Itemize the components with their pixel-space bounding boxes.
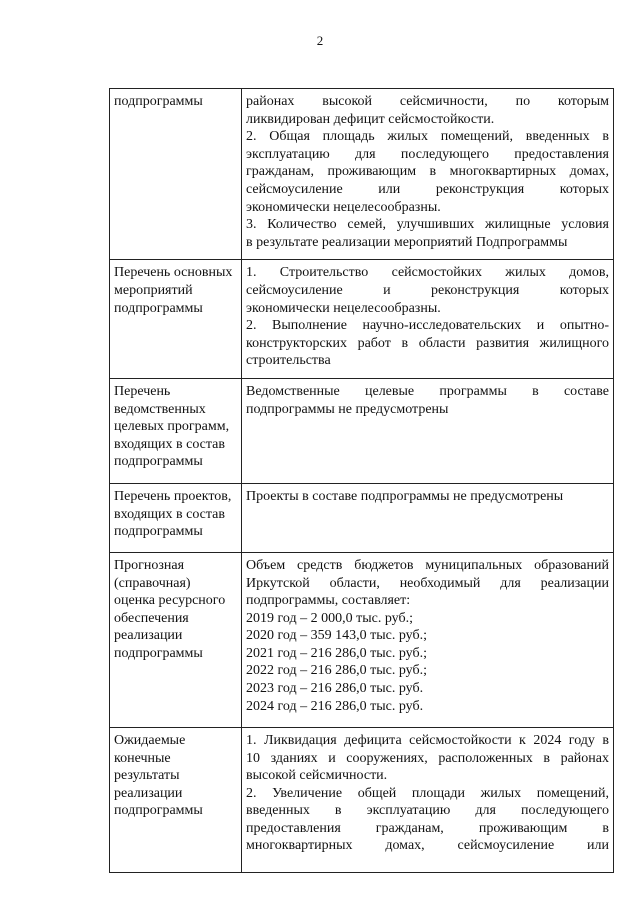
content-line: экономически нецелесообразны. bbox=[246, 199, 441, 215]
table-row bbox=[110, 483, 614, 552]
row-label bbox=[110, 260, 242, 379]
row-label bbox=[110, 483, 242, 552]
label-line: входящих в состав bbox=[114, 436, 226, 452]
content-line: в результате реализации мероприятий Подпрограммы bbox=[246, 234, 568, 250]
content-line: 2022 год – 216 286,0 тыс. руб.; bbox=[246, 663, 427, 679]
content-line: 2. Увеличение общей площади жилых помещений, bbox=[246, 785, 609, 801]
row-content bbox=[242, 483, 614, 552]
row-label bbox=[110, 89, 242, 260]
row-label bbox=[110, 727, 242, 872]
row-content bbox=[242, 727, 614, 872]
content-line: 2023 год – 216 286,0 тыс. руб. bbox=[246, 681, 424, 697]
content-line: Проекты в составе подпрограммы не предусмотрены bbox=[246, 488, 564, 504]
table-row bbox=[110, 89, 614, 260]
label-line: Прогнозная bbox=[114, 557, 185, 573]
label-line: подпрограммы bbox=[114, 300, 203, 316]
label-line: результаты bbox=[114, 768, 180, 784]
content-line: районах высокой сейсмичности, по которым bbox=[246, 94, 609, 109]
content-line: гражданам, проживающим в многоквартирных домах, bbox=[246, 164, 609, 180]
content-line: 2019 год – 2 000,0 тыс. руб.; bbox=[246, 610, 413, 626]
content-line: конструкторских работ в области развития жилищного bbox=[246, 335, 609, 351]
content-line: многоквартирных домах, сейсмоусиление или bbox=[246, 838, 609, 854]
content-line: подпрограммы, составляет: bbox=[246, 593, 411, 609]
table-row bbox=[110, 378, 614, 483]
label-line: Перечень bbox=[114, 383, 171, 399]
page-number: 2 bbox=[316, 33, 324, 48]
content-line: сейсмоусиление или реконструкция которых bbox=[246, 181, 609, 197]
label-line: реализации bbox=[114, 628, 183, 644]
content-line: Ведомственные целевые программы в составе bbox=[246, 383, 609, 399]
content-line: эксплуатацию для последующего предоставления bbox=[246, 146, 609, 162]
row-label bbox=[110, 378, 242, 483]
content-line: 10 зданиях и сооружениях, расположенных в районах bbox=[246, 750, 609, 766]
table-row bbox=[110, 552, 614, 727]
content-line: 2. Общая площадь жилых помещений, введенных в bbox=[246, 129, 609, 145]
content-line: предоставления гражданам, проживающим в bbox=[246, 820, 609, 836]
label-line: обеспечения bbox=[114, 610, 189, 626]
content-line: 1. Строительство сейсмостойких жилых домов, bbox=[246, 265, 609, 281]
label-line: Перечень основных bbox=[114, 265, 233, 281]
row-content bbox=[242, 89, 614, 260]
content-line: сейсмоусиление и реконструкция которых bbox=[246, 282, 609, 298]
content-line: подпрограммы не предусмотрены bbox=[246, 401, 449, 417]
label-line: целевых программ, bbox=[114, 419, 230, 435]
label-line: подпрограммы bbox=[114, 454, 203, 470]
table-body bbox=[110, 89, 614, 873]
label-line: подпрограммы bbox=[114, 524, 203, 540]
subprogram-passport-table bbox=[109, 88, 614, 873]
label-line: (справочная) bbox=[114, 575, 191, 591]
label-line: реализации bbox=[114, 785, 183, 801]
row-content bbox=[242, 552, 614, 727]
row-content bbox=[242, 260, 614, 379]
content-line: экономически нецелесообразны. bbox=[246, 300, 441, 316]
label-line: входящих в состав bbox=[114, 506, 226, 522]
content-line: высокой сейсмичности. bbox=[246, 768, 388, 784]
content-line: строительства bbox=[246, 353, 331, 369]
content-line: 2024 год – 216 286,0 тыс. руб. bbox=[246, 698, 424, 714]
content-line: 2. Выполнение научно-исследовательских и опытно- bbox=[246, 318, 609, 334]
label-line: оценка ресурсного bbox=[114, 593, 226, 609]
row-content bbox=[242, 378, 614, 483]
content-line: Объем средств бюджетов муниципальных образований bbox=[246, 557, 609, 573]
label-line: Ожидаемые bbox=[114, 732, 186, 748]
row-label bbox=[110, 552, 242, 727]
label-line: Перечень проектов, bbox=[114, 488, 232, 504]
label-line: подпрограммы bbox=[114, 803, 203, 819]
content-line: Иркутской области, необходимый для реализации bbox=[246, 575, 609, 591]
label-line: подпрограммы bbox=[114, 94, 203, 109]
label-line: ведомственных bbox=[114, 401, 206, 417]
content-line: ликвидирован дефицит сейсмостойкости. bbox=[246, 111, 495, 127]
content-line: 3. Количество семей, улучшивших жилищные условия bbox=[246, 217, 609, 233]
label-line: подпрограммы bbox=[114, 645, 203, 661]
label-line: мероприятий bbox=[114, 282, 193, 298]
table-row bbox=[110, 727, 614, 872]
content-line: 2021 год – 216 286,0 тыс. руб.; bbox=[246, 645, 427, 661]
table-row bbox=[110, 260, 614, 379]
content-line: 1. Ликвидация дефицита сейсмостойкости к 2024 году в bbox=[246, 732, 609, 748]
label-line: конечные bbox=[114, 750, 171, 766]
content-line: введенных в эксплуатацию для последующего bbox=[246, 803, 609, 819]
content-line: 2020 год – 359 143,0 тыс. руб.; bbox=[246, 628, 427, 644]
